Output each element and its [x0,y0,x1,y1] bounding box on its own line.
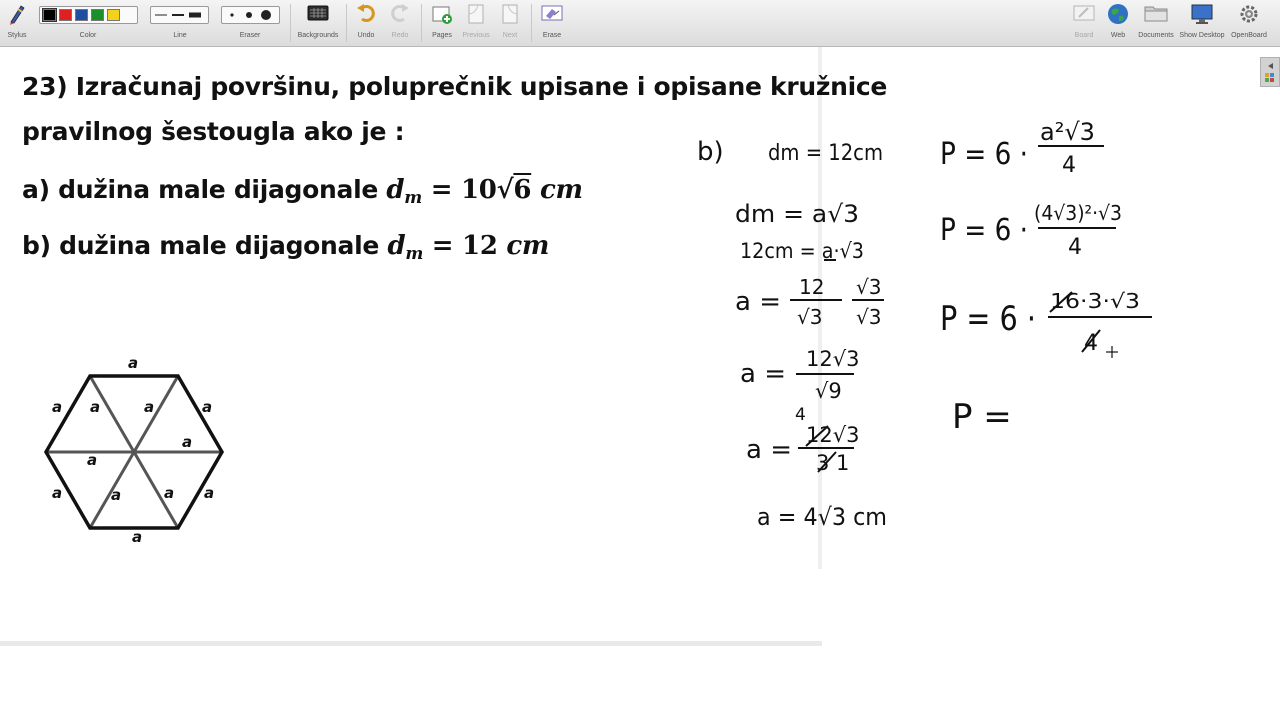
backgrounds-icon [307,3,329,23]
side-label: a [52,398,63,416]
hw-reduced-4: 4 [795,405,806,425]
monitor-icon [1190,3,1214,25]
unit: cm [539,175,583,205]
eraser-medium-icon [243,9,255,21]
hw-a-equals: a = [735,287,781,317]
eraser-medium-button[interactable] [242,9,256,21]
previous-label: Previous [462,32,490,39]
task-part-a-text: a) dužina male dijagonale [22,175,387,204]
pages-icon [431,3,453,25]
hw-a-result: a = 4√3 cm [757,503,887,531]
eraser-small-icon [226,9,238,21]
hw-p2-denominator: 4 [1068,235,1082,260]
documents-label: Documents [1138,32,1174,39]
task-part-a [22,175,583,208]
previous-button[interactable] [462,3,490,39]
hw-p-equals-6: P = 6 · [940,137,1028,172]
color-swatch-blue[interactable] [75,9,88,21]
line-thin-icon [155,13,167,17]
part-b-value: 12 [462,231,498,261]
side-label: a [204,484,215,502]
color-swatch-red[interactable] [59,9,72,21]
task-part-b-formula [387,231,550,264]
side-label: a [111,486,122,504]
erase-label: Erase [542,32,562,39]
side-label: a [128,354,139,372]
board-icon [1073,3,1095,23]
toolbar-divider [346,4,347,42]
diag-subscript: m [405,244,424,264]
color-swatch-yellow[interactable] [107,9,120,21]
color-palette [39,6,138,24]
web-label: Web [1110,32,1126,39]
eraser-label: Eraser [239,32,261,39]
next-label: Next [502,32,518,39]
hw-fraction4-denominator: 3 1 [816,451,850,475]
hw-fraction2-denominator: √3 [856,305,882,329]
pages-label: Pages [432,32,452,39]
side-label: a [52,484,63,502]
next-button[interactable] [499,3,521,39]
previous-page-icon [466,3,486,25]
documents-button[interactable] [1138,3,1174,39]
side-label: a [144,398,155,416]
diag-subscript: m [404,188,422,208]
hw-a-equals: a = [740,359,786,389]
equals-sign: = [422,175,461,205]
eraser-large-icon [260,9,272,21]
backgrounds-button[interactable] [297,3,339,39]
hw-p-last: P = [952,397,1012,437]
stylus-tool[interactable] [6,3,28,39]
stylus-icon [7,3,27,25]
toolbar-divider [531,4,532,42]
task-part-b [22,231,549,264]
diag-symbol: d [387,231,406,261]
hw-fraction1-numerator: 12 [799,275,825,299]
part-a-radicand: 6 [513,175,532,205]
redo-icon [390,3,410,23]
hw-dm-given: dm = 12cm [768,141,883,166]
eraser-small-button[interactable] [225,9,239,21]
eraser-size-palette [221,6,280,24]
backgrounds-label: Backgrounds [297,32,339,39]
task-title-line1: 23) Izračunaj površinu, poluprečnik upisane i opisane kružnice [22,72,888,101]
line-thick-button[interactable] [188,9,202,21]
hw-cancel-stroke [1050,292,1072,312]
task-part-a-formula [386,175,583,208]
openboard-label: OpenBoard [1231,32,1267,39]
hw-p3-numerator: 16·3·√3 [1050,289,1140,313]
hw-dm-formula: dm = a√3 [735,200,859,228]
side-label: a [90,398,101,416]
toolbar-divider [421,4,422,42]
library-icon [1265,73,1275,83]
redo-button[interactable] [389,3,411,39]
next-page-icon [500,3,520,25]
hw-cancel-stroke [1082,330,1100,352]
page-edge [0,641,822,646]
globe-icon [1107,3,1129,25]
undo-icon [356,3,376,23]
color-swatch-green[interactable] [91,9,104,21]
eraser-large-button[interactable] [259,9,273,21]
line-thick-icon [189,12,201,18]
pages-button[interactable] [430,3,454,39]
web-button[interactable] [1107,3,1129,39]
hw-p-equals-6: P = 6 · [940,299,1036,339]
part-a-coefficient: 10 [461,175,497,205]
openboard-menu-button[interactable] [1231,3,1267,39]
hw-fraction2-numerator: √3 [856,275,882,299]
chevron-left-icon [1266,62,1274,70]
right-panel-toggle[interactable] [1260,57,1280,87]
hw-a-equals: a = [746,435,792,465]
erase-board-icon [541,3,563,23]
hw-fraction3-numerator: 12√3 [806,347,860,371]
side-label: a [202,398,213,416]
line-label: Line [173,32,187,39]
gear-icon [1238,3,1260,25]
hw-p2-numerator: (4√3)²·√3 [1034,201,1122,225]
redo-label: Redo [391,32,409,39]
side-label: a [164,484,175,502]
pen-cursor-icon [1106,346,1118,358]
side-label: a [182,433,193,451]
board-label: Board [1074,32,1094,39]
line-thin-button[interactable] [154,9,168,21]
board-button[interactable] [1073,3,1095,39]
hw-fraction3-denominator: √9 [815,379,842,403]
undo-button[interactable] [355,3,377,39]
task-part-b-text: b) dužina male dijagonale [22,231,388,260]
show-desktop-button[interactable] [1179,3,1225,39]
hw-p3-denominator: 4 [1084,331,1098,356]
erase-button[interactable] [540,3,564,39]
folder-icon [1144,3,1168,23]
undo-label: Undo [357,32,375,39]
unit: cm [506,231,550,261]
hw-p1-numerator: a²√3 [1040,118,1095,146]
line-medium-icon [172,13,184,17]
side-label: a [132,528,143,546]
hw-dm-substituted: 12cm = a·√3 [740,239,864,263]
color-label: Color [79,32,97,39]
hw-part-b-label: b) [697,137,724,167]
toolbar-divider [290,4,291,42]
diag-symbol: d [386,175,405,205]
hw-fraction4-numerator: 12√3 [806,423,860,447]
hw-p1-denominator: 4 [1062,153,1076,178]
line-medium-button[interactable] [171,9,185,21]
page-edge [818,47,822,569]
toolbar [0,0,1280,47]
hw-p-equals-6: P = 6 · [940,213,1028,248]
equals-sign: = [423,231,463,261]
hw-fraction1-denominator: √3 [797,305,823,329]
stylus-label: Stylus [7,32,27,39]
side-label: a [87,451,98,469]
color-swatch-black[interactable] [43,9,56,21]
line-width-palette [150,6,209,24]
sqrt-symbol: √ [496,175,514,205]
task-title-line2: pravilnog šestougla ako je : [22,117,405,146]
show-desktop-label: Show Desktop [1179,32,1225,39]
